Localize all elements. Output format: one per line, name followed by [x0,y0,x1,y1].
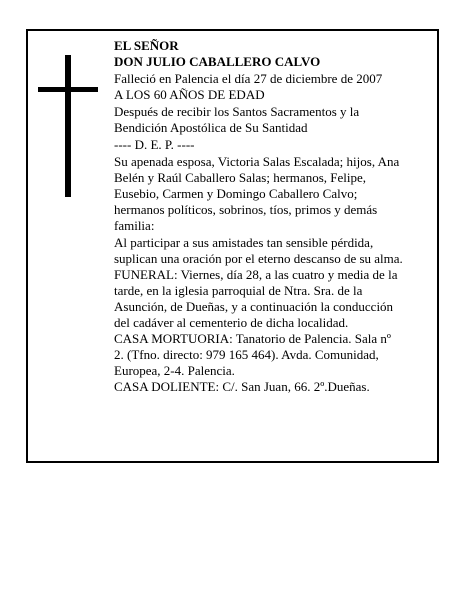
mortuary-line: 2. (Tfno. directo: 979 165 464). Avda. Comunidad, [114,347,379,362]
family-line: familia: [114,218,155,233]
funeral-line: del cadáver al cementerio de dicha localidad. [114,315,349,330]
sacraments-line: Después de recibir los Santos Sacramentos y la [114,104,360,119]
family-line: hermanos políticos, sobrinos, tíos, primos y demás [114,202,378,217]
mortuary-line: Europea, 2-4. Palencia. [114,363,235,378]
cross-horizontal-beam [38,87,98,92]
mortuary-line: CASA MORTUORIA: Tanatorio de Palencia. Sala nº [114,331,391,346]
prayer-line: suplican una oración por el eterno descanso de su alma. [114,251,403,266]
prayer-line: Al participar a sus amistades tan sensible pérdida, [114,235,374,250]
age-info: A LOS 60 AÑOS DE EDAD [114,87,265,102]
funeral-line: Asunción, de Dueñas, y a continuación la conducción [114,299,394,314]
funeral-line: tarde, en la iglesia parroquial de Ntra. Sra. de la [114,283,363,298]
family-line: Su apenada esposa, Victoria Salas Escalada; hijos, Ana [114,154,400,169]
residence-line: CASA DOLIENTE: C/. San Juan, 66. 2º.Dueñas. [114,379,370,394]
header-title: EL SEÑOR [114,38,179,53]
cross-vertical-beam [65,55,71,197]
funeral-line: FUNERAL: Viernes, día 28, a las cuatro y media de la [114,267,398,282]
sacraments-line: Bendición Apostólica de Su Santidad [114,120,308,135]
obituary-text [114,38,424,395]
family-line: Belén y Raúl Caballero Salas; hermanos, Felipe, [114,170,366,185]
cross-icon [38,55,98,197]
rip-line: ---- D. E. P. ---- [114,137,195,152]
death-info: Falleció en Palencia el día 27 de diciembre de 2007 [114,71,383,86]
family-line: Eusebio, Carmen y Domingo Caballero Calvo; [114,186,358,201]
deceased-name: DON JULIO CABALLERO CALVO [114,54,321,69]
